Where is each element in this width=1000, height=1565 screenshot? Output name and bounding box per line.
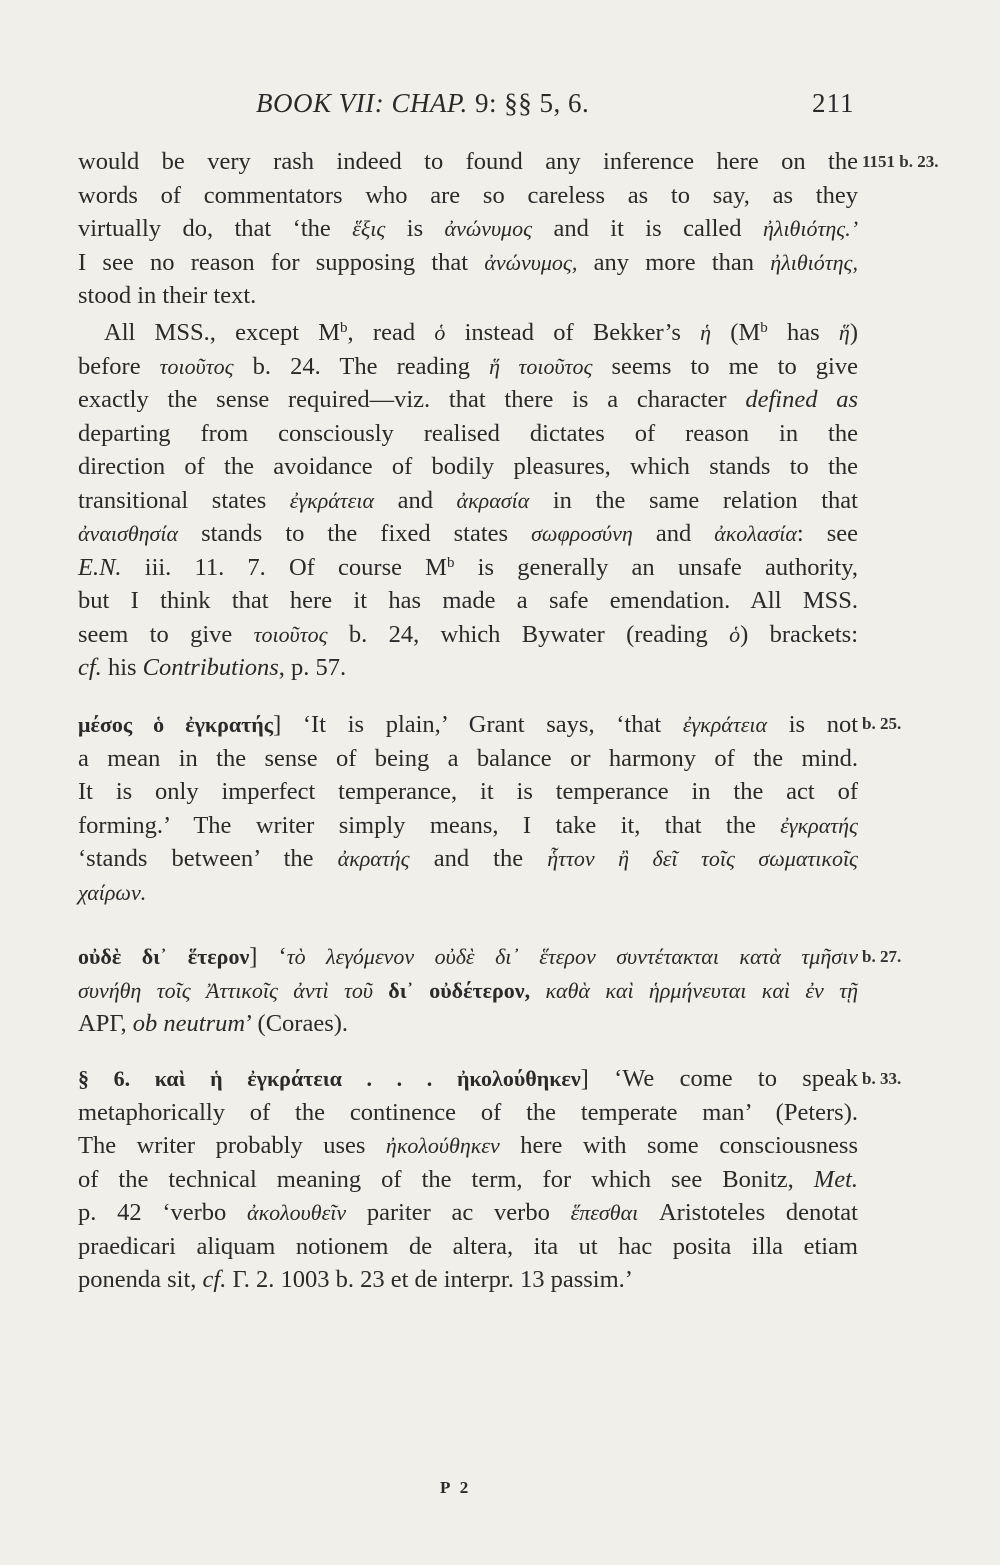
margin-reference: b. 27.: [862, 947, 902, 966]
text-line: but I think that here it has made a safe emendation. All MSS.: [78, 587, 858, 614]
text-line: words of commentators who are so careless as to say, as they: [78, 181, 858, 209]
text-line: direction of the avoidance of bodily pleasures, which stands to the: [78, 453, 858, 480]
lemma: § 6.: [78, 1066, 155, 1091]
text-line: p. 42 ‘verbo ἀκολουθεῖν pariter ac verbo ἕπεσθαι Aristoteles denotat: [78, 1199, 858, 1226]
text-line: οὐδὲ δι᾽ ἕτερον] ‘τὸ λεγόμενον οὐδὲ δι᾽ ἕτερον συντέτακται κατὰ τμῆσιν: [78, 943, 858, 970]
text-line: of the technical meaning of the term, for which see Bonitz, Met.: [78, 1165, 858, 1193]
text-line: I see no reason for supposing that ἀνώνυμος, any more than ἠλιθιότης,: [78, 248, 858, 276]
text-line: metaphorically of the continence of the temperate man’ (Peters).: [78, 1098, 858, 1126]
text-line: ponenda sit, cf. Γ. 2. 1003 b. 23 et de interpr. 13 passim.’: [78, 1266, 633, 1293]
text-line: § 6. καὶ ἡ ἐγκράτεια . . . ἠκολούθηκεν] ‘We come to speak: [78, 1065, 859, 1092]
running-header: [0, 88, 1000, 124]
text-line: seem to give τοιοῦτος b. 24, which Bywater (reading ὁ) brackets:: [78, 620, 858, 648]
text-line: The writer probably uses ἠκολούθηκεν here with some consciousness: [78, 1132, 859, 1159]
text-line: exactly the sense required—viz. that there is a character defined as: [78, 386, 858, 413]
text-line: transitional states ἐγκράτεια and ἀκρασία in the same relation that: [78, 486, 858, 514]
text-line: a mean in the sense of being a balance or harmony of the mind.: [78, 744, 858, 772]
paragraph-2: [78, 316, 858, 685]
text-line: praedicari aliquam notionem de altera, ita ut hac posita illa etiam: [78, 1232, 858, 1260]
paragraph-1: [78, 145, 858, 313]
paragraph-3: [78, 708, 858, 909]
lemma: μέσος ὁ ἐγκρατής: [78, 712, 274, 737]
running-title: BOOK VII: CHAP. 9: §§ 5, 6.: [256, 88, 590, 118]
text-line: ΑΡΓ, ob neutrum’ (Coraes).: [78, 1010, 349, 1037]
lemma: οὐδὲ δι᾽ ἕτερον: [78, 944, 250, 969]
signature-mark: P 2: [440, 1478, 472, 1497]
text-line: It is only imperfect temperance, it is temperance in the act of: [78, 778, 858, 805]
margin-reference: 1151 b. 23.: [862, 152, 939, 171]
text-line: departing from consciously realised dictates of reason in the: [78, 419, 858, 447]
lemma: καὶ ἡ ἐγκράτεια . . . ἠκολούθηκεν: [154, 1066, 581, 1091]
paragraph-5: [78, 1062, 858, 1297]
text-line: would be very rash indeed to found any inference here on the: [78, 148, 858, 175]
text-line: ἀναισθησία stands to the fixed states σωφροσύνη and ἀκολασία: see: [78, 520, 858, 547]
text-line: forming.’ The writer simply means, I take it, that the ἐγκρατής: [78, 811, 858, 839]
text-line: E.N. iii. 11. 7. Of course $M^b$ is generally an unsafe authority,: [78, 553, 858, 581]
text-line: συνήθη τοῖς Ἀττικοῖς ἀντὶ τοῦ δι᾽ οὐδέτερον, καθὰ καὶ ἡρμήνευται καὶ ἐν τῇ: [78, 977, 858, 1003]
page-number: 211: [812, 88, 855, 118]
text-line: cf. his Contributions, p. 57.: [78, 654, 347, 681]
text-line: All MSS., except $M^b$, read ὁ instead of Bekker’s ἡ ($M^b$ has ἥ): [104, 319, 858, 346]
text-line: ‘stands between’ the ἀκρατής and the ἧττον ἢ δεῖ τοῖς σωματικοῖς: [78, 845, 858, 872]
text-line: χαίρων.: [78, 879, 147, 905]
paragraph-4: [78, 940, 858, 1041]
text-line: virtually do, that ‘the ἕξις is ἀνώνυμος and it is called ἠλιθιότης.’: [78, 215, 859, 242]
margin-reference: b. 33.: [862, 1069, 902, 1088]
text-line: stood in their text.: [78, 282, 257, 309]
margin-reference: b. 25.: [862, 714, 902, 733]
text-line: before τοιοῦτος b. 24. The reading ἥ τοιοῦτος seems to me to give: [78, 352, 858, 380]
text-line: μέσος ὁ ἐγκρατής] ‘It is plain,’ Grant says, ‘that ἐγκράτεια is not: [78, 711, 859, 738]
